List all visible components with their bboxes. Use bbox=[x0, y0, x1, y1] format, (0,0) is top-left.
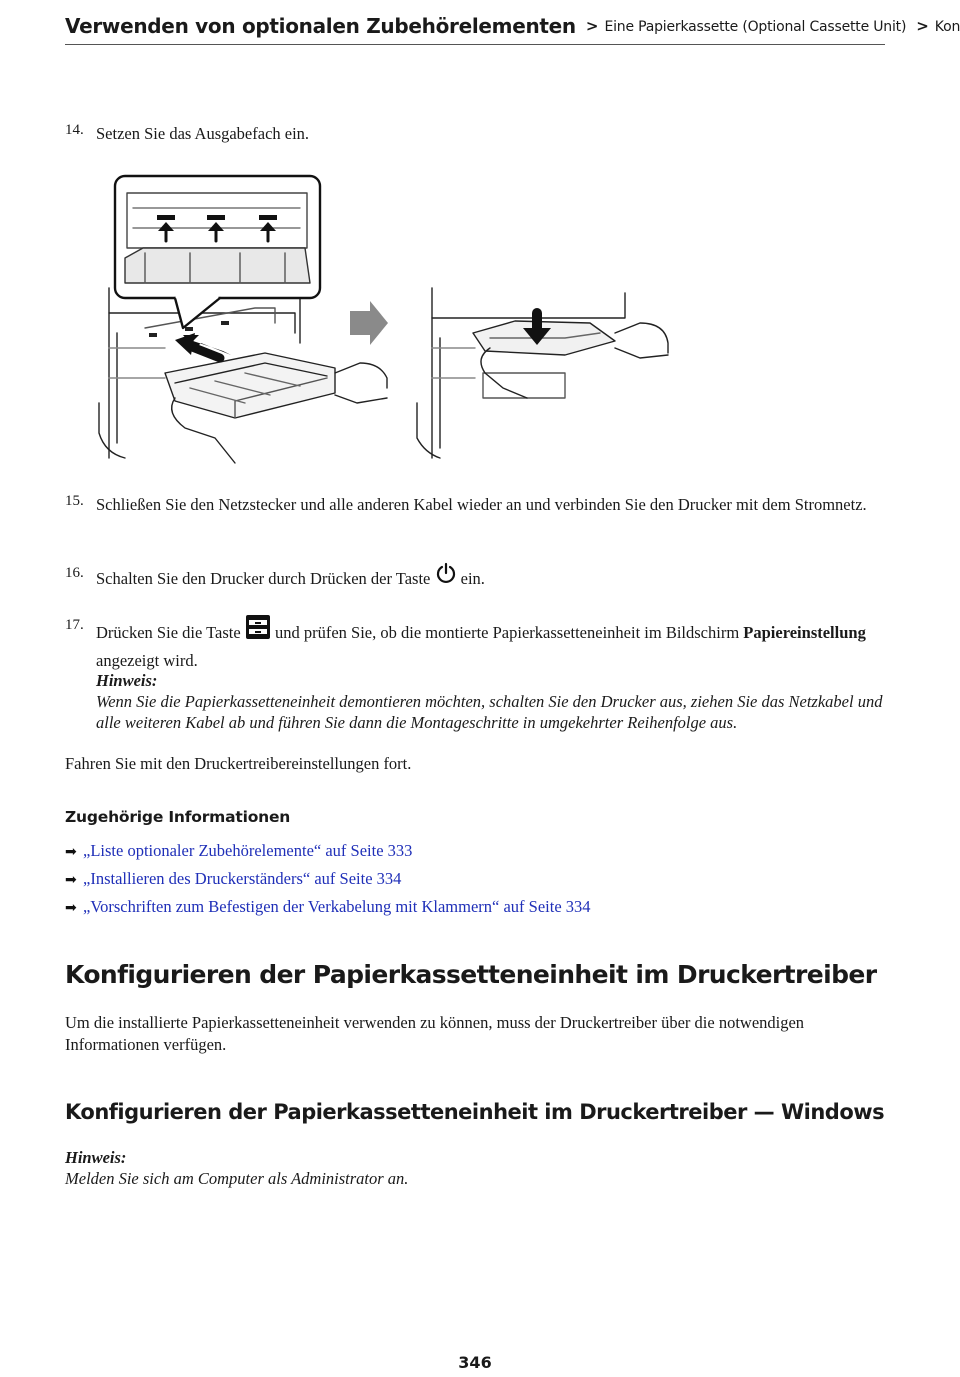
step-text-before: Drücken Sie die Taste bbox=[96, 622, 241, 642]
step-text: Schließen Sie den Netzstecker und alle anderen Kabel wieder an und verbinden Sie den Drucker mit dem Stromnetz. bbox=[96, 495, 867, 514]
arrow-right-icon: ➡ bbox=[65, 900, 77, 916]
related-link[interactable] bbox=[65, 868, 401, 891]
power-icon bbox=[435, 562, 457, 590]
install-output-tray-illustration bbox=[95, 173, 675, 463]
link-text[interactable]: „Installieren des Druckerständers“ auf Seite 334 bbox=[83, 869, 402, 888]
breadcrumb-separator: > bbox=[585, 17, 599, 35]
continue-text: Fahren Sie mit den Druckertreibereinstellungen fort. bbox=[65, 754, 412, 773]
section-heading: Konfigurieren der Papierkassetteneinheit im Druckertreiber bbox=[65, 960, 877, 989]
paper-setting-icon bbox=[245, 614, 271, 646]
header-title: Verwenden von optionalen Zubehörelementen bbox=[65, 14, 576, 38]
step-text-after: ein. bbox=[460, 568, 485, 588]
related-link[interactable] bbox=[65, 896, 591, 919]
link-text[interactable]: „Vorschriften zum Befestigen der Verkabelung mit Klammern“ auf Seite 334 bbox=[83, 897, 591, 916]
note-block bbox=[96, 670, 886, 733]
subsection-heading: Konfigurieren der Papierkassetteneinheit im Druckertreiber — Windows bbox=[65, 1100, 885, 1124]
step-number: 16. bbox=[65, 565, 84, 581]
note-label: Hinweis: bbox=[96, 671, 158, 690]
breadcrumb-item[interactable]: Eine Papierkassette (Optional Cassette Unit) bbox=[604, 19, 907, 35]
step-text bbox=[96, 618, 885, 672]
breadcrumb-separator: > bbox=[916, 17, 929, 35]
page-number: 346 bbox=[458, 1353, 492, 1372]
step-number: 17. bbox=[65, 617, 84, 633]
step-text bbox=[96, 566, 885, 594]
note-label: Hinweis: bbox=[65, 1148, 127, 1167]
related-info-title: Zugehörige Informationen bbox=[65, 808, 291, 826]
arrow-right-icon: ➡ bbox=[65, 872, 77, 888]
screen-name: Papiereinstellung bbox=[743, 622, 866, 642]
link-text[interactable]: „Liste optionaler Zubehörelemente“ auf Seite 333 bbox=[83, 841, 413, 860]
step-15 bbox=[65, 494, 885, 516]
step-text-mid: und prüfen Sie, ob die montierte Papierkassetteneinheit im Bildschirm bbox=[274, 622, 740, 642]
step-number: 14. bbox=[65, 122, 84, 138]
breadcrumb-item[interactable]: Kon bbox=[934, 19, 960, 35]
section-text: Um die installierte Papierkassetteneinheit verwenden zu können, muss der Druckertreiber über die notwendigen Informationen verfügen. bbox=[65, 1013, 805, 1054]
note-block bbox=[65, 1147, 885, 1189]
step-16 bbox=[65, 566, 885, 594]
step-14 bbox=[65, 123, 885, 145]
related-link[interactable] bbox=[65, 840, 412, 863]
step-number: 15. bbox=[65, 493, 84, 509]
note-text: Wenn Sie die Papierkassetteneinheit demontieren möchten, schalten Sie den Drucker aus, ziehen Sie das Netzkabel und alle weiteren Kabel ab und führen Sie dann die Montageschritte in umgekehrter Reihenfolge aus. bbox=[96, 692, 883, 732]
arrow-right-icon: ➡ bbox=[65, 844, 77, 860]
note-text: Melden Sie sich am Computer als Administrator an. bbox=[65, 1169, 409, 1188]
step-text-after: angezeigt wird. bbox=[96, 651, 198, 670]
step-text-before: Schalten Sie den Drucker durch Drücken der Taste bbox=[96, 568, 431, 588]
step-text: Setzen Sie das Ausgabefach ein. bbox=[96, 124, 310, 143]
step-17 bbox=[65, 618, 885, 672]
page-header bbox=[65, 12, 960, 45]
